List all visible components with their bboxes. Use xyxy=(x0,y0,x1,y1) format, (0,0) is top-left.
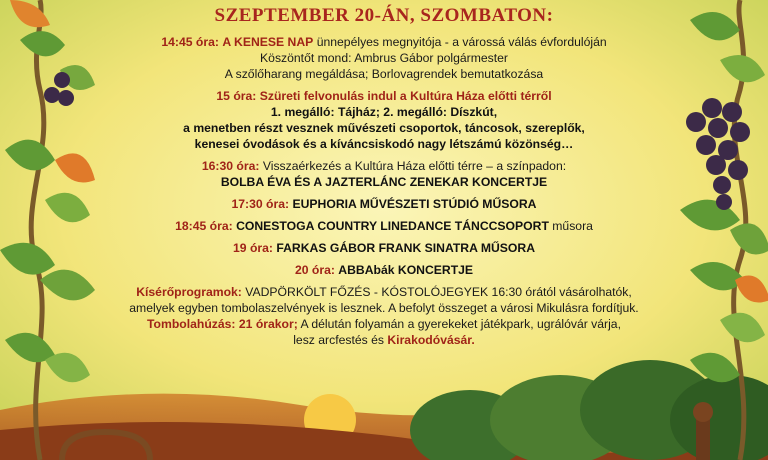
time-label: 17:30 óra: xyxy=(231,197,290,211)
event-detail: lesz arcfestés és xyxy=(293,333,384,347)
side-programs xyxy=(110,284,658,348)
program-item-concert-bolba xyxy=(110,158,658,190)
time-label: 16:30 óra: xyxy=(201,159,260,173)
program-item-euphoria xyxy=(110,196,658,212)
program-content xyxy=(110,0,658,348)
event-name: FARKAS GÁBOR FRANK SINATRA MŰSORA xyxy=(276,241,535,255)
event-tail: - a várossá válás évfordulóján xyxy=(444,35,607,49)
market-label: Kirakodóvásár. xyxy=(387,333,475,347)
event-line: A szőlőharang megáldása; Borlovagrendek bemutatkozása xyxy=(224,67,544,81)
event-name: A KENESE NAP xyxy=(222,35,314,49)
event-detail: VADPÖRKÖLT FŐZÉS - KÓSTOLÓJEGYEK 16:30 órától vásárolhatók, xyxy=(245,285,632,299)
time-label: 20 óra: xyxy=(294,263,335,277)
event-detail: ünnepélyes megnyitója xyxy=(316,35,442,49)
raffle-label: Tombolahúzás: 21 órakor; xyxy=(147,317,298,331)
time-label: 14:45 óra: xyxy=(161,35,219,49)
program-item-sinatra xyxy=(110,240,658,256)
event-line: 1. megálló: Tájház; 2. megálló: Díszkút, xyxy=(270,105,498,119)
event-name: BOLBA ÉVA ÉS A JAZTERLÁNC ZENEKAR KONCERTJE xyxy=(220,175,548,189)
event-detail: A délután folyamán a gyerekeket játékpark, ugrálóvár várja, xyxy=(300,317,621,331)
event-tail: műsora xyxy=(552,219,593,233)
event-line: Köszöntőt mond: Ambrus Gábor polgármester xyxy=(260,51,508,65)
program-item-opening xyxy=(110,34,658,82)
event-name: EUPHORIA MŰVÉSZETI STÚDIÓ MŰSORA xyxy=(292,197,537,211)
event-name: CONESTOGA COUNTRY LINEDANCE TÁNCCSOPORT xyxy=(236,219,549,233)
side-programs-label: Kísérőprogramok: xyxy=(136,285,242,299)
event-name: ABBAbák KONCERTJE xyxy=(338,263,474,277)
event-line: kenesei óvodások és a kíváncsiskodó nagy létszámú közönség… xyxy=(194,137,574,151)
time-label: 18:45 óra: xyxy=(175,219,233,233)
program-item-conestoga xyxy=(110,218,658,234)
program-item-parade xyxy=(110,88,658,152)
event-line: amelyek egyben tombolaszelvények is lesznek. A befolyt összeget a városi Mikulásra fordítjuk. xyxy=(129,301,639,315)
event-line: a menetben részt vesznek művészeti csoportok, táncosok, szereplők, xyxy=(183,121,585,135)
program-item-abbabak xyxy=(110,262,658,278)
page-title: SZEPTEMBER 20-ÁN, SZOMBATON: xyxy=(214,5,554,26)
event-detail: Visszaérkezés a Kultúra Háza előtti térre – a színpadon: xyxy=(262,159,567,173)
time-label: 19 óra: xyxy=(233,241,273,255)
event-heading: 15 óra: Szüreti felvonulás indul a Kultúra Háza előtti térről xyxy=(216,89,552,103)
